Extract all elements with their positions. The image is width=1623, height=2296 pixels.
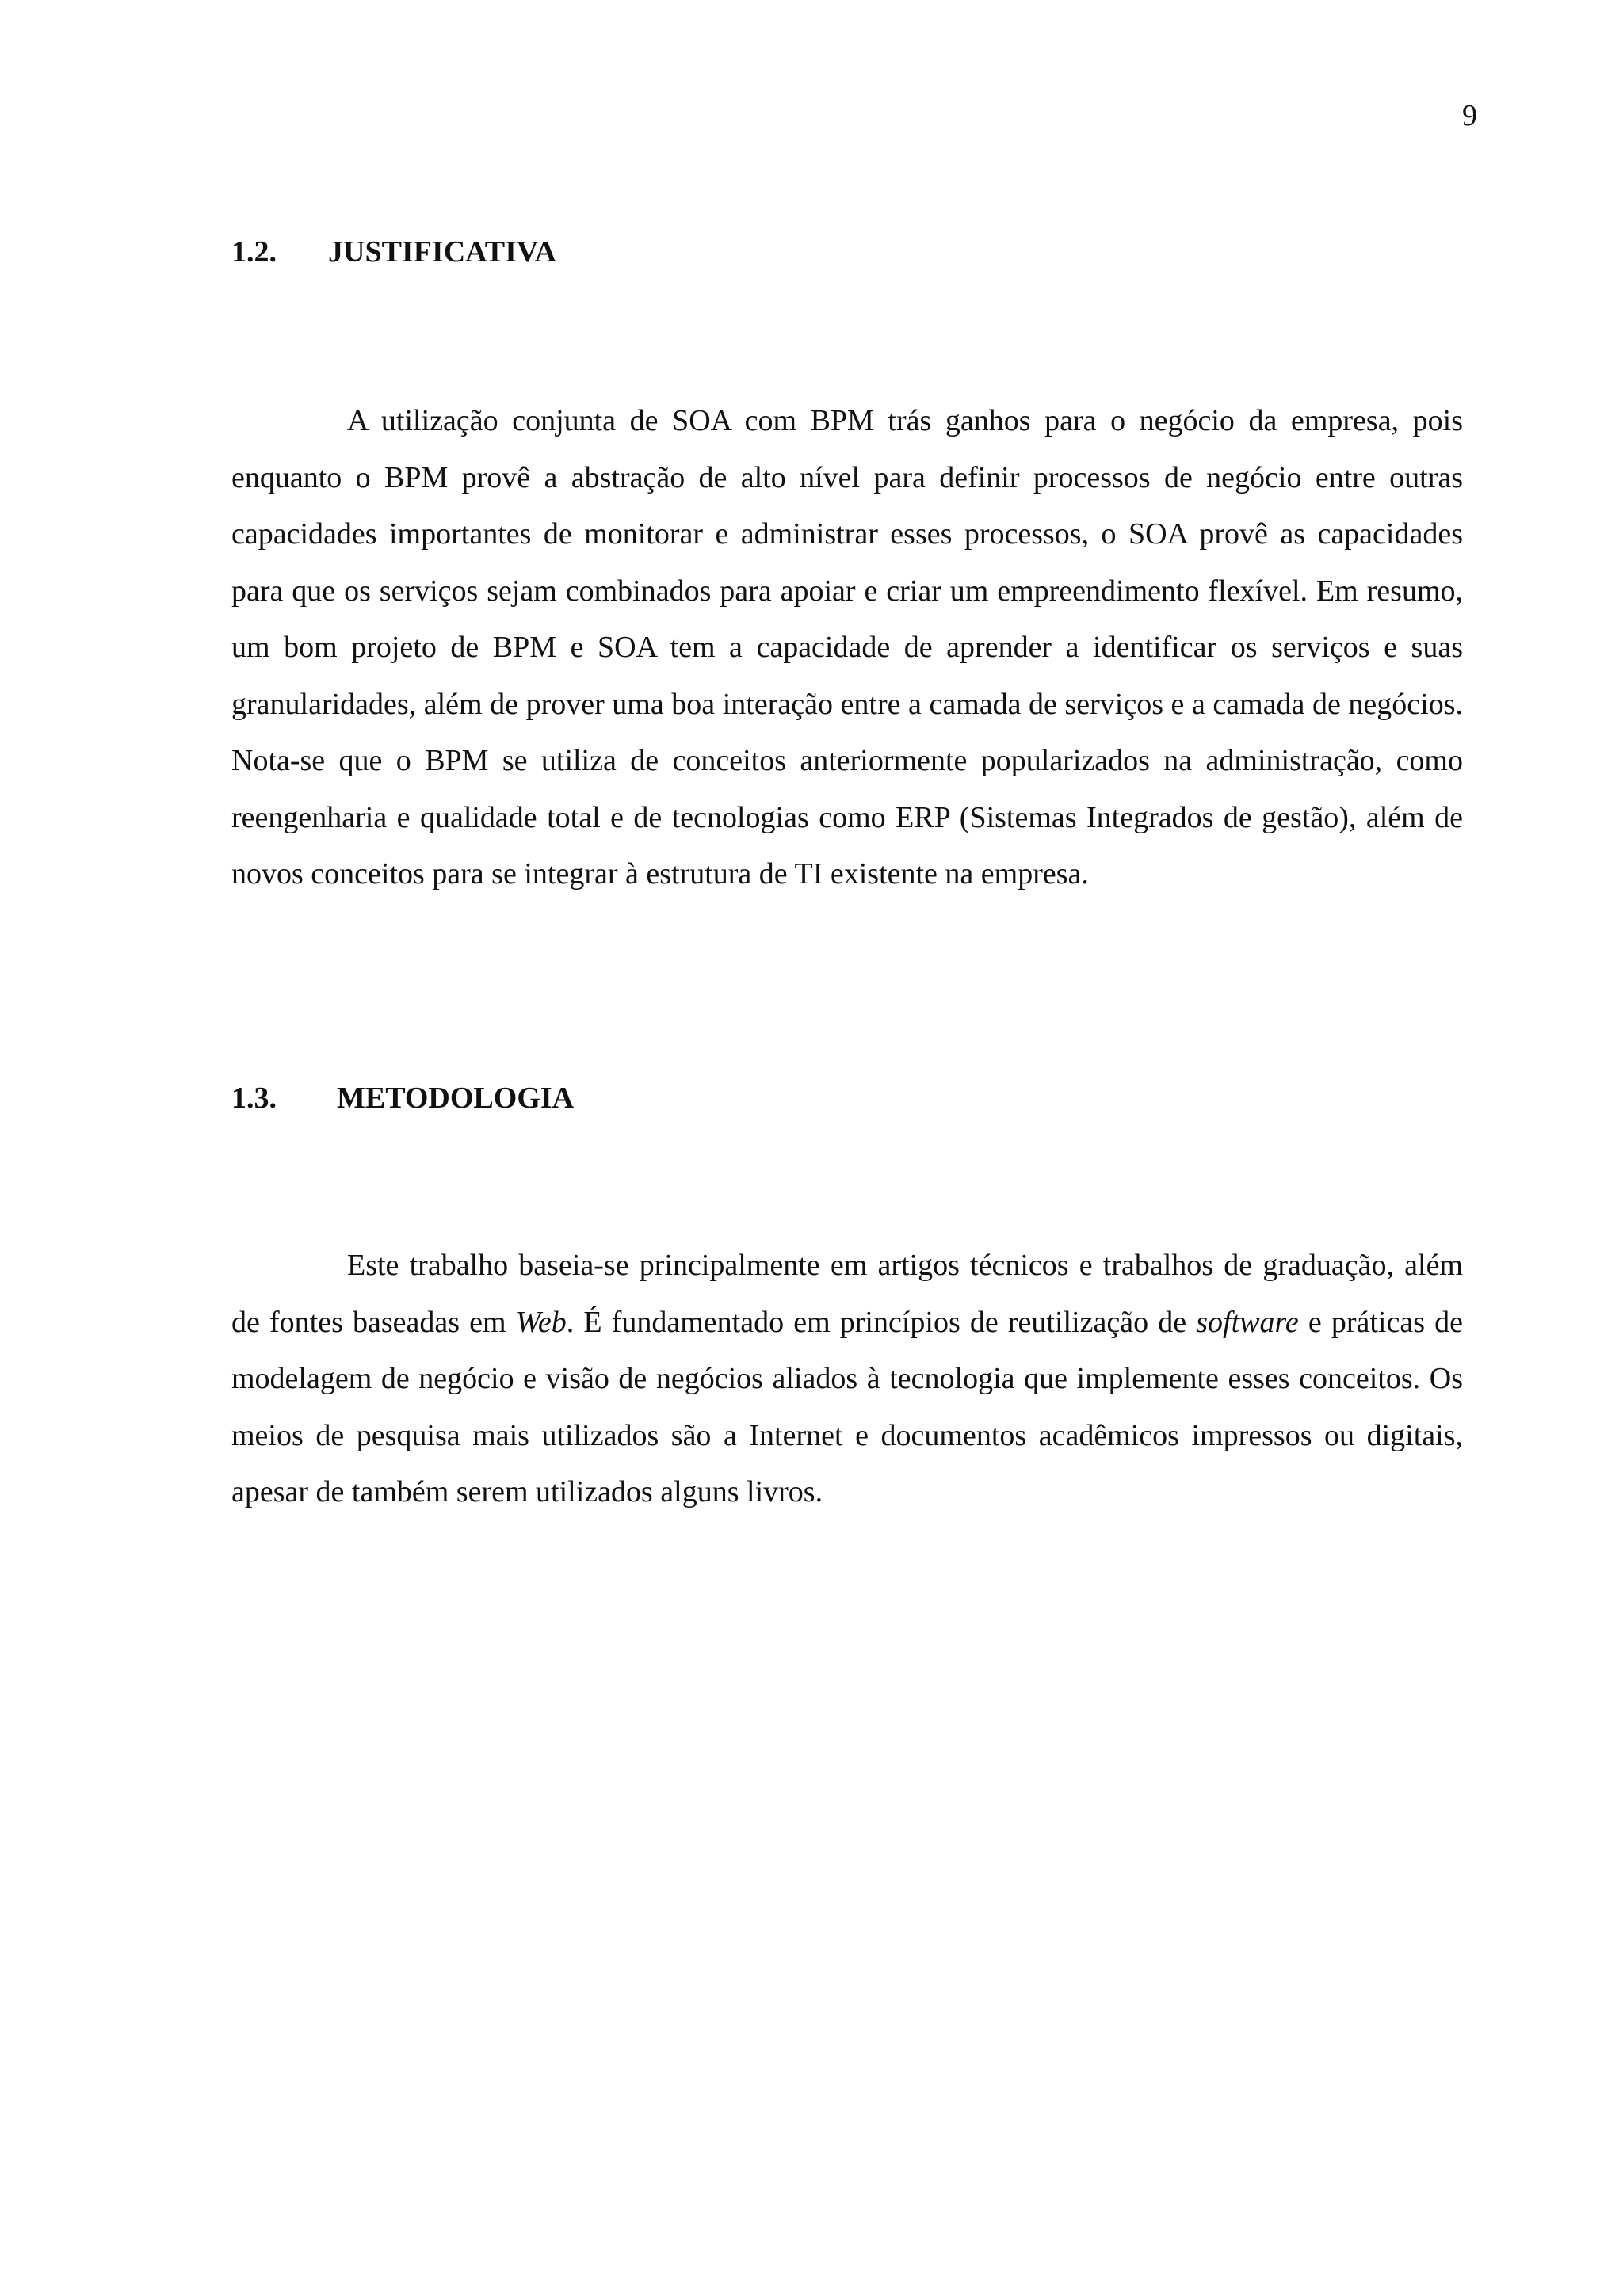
section-heading-metodologia (231, 1079, 574, 1117)
section-title: METODOLOGIA (337, 1081, 575, 1115)
emphasis-software: software (1196, 1305, 1299, 1339)
paragraph-text: Este trabalho baseia-se principalmente em artigos técnicos e trabalhos de graduação, além de fontes baseadas em (231, 1249, 1463, 1339)
section-title: JUSTIFICATIVA (328, 235, 556, 269)
paragraph-metodologia (231, 1238, 1463, 1521)
paragraph-text: . É fundamentado em princípios de reutilização de (566, 1305, 1197, 1339)
paragraph-justificativa: A utilização conjunta de SOA com BPM trás ganhos para o negócio da empresa, pois enquanto o BPM provê a abstração de alto nível para definir processos de negócio entre outras capacidades importantes de monitorar e administrar esses processos, o SOA provê as capacidades para que os serviços sejam combinados para apoiar e criar um empreendimento flexível. Em resumo, um bom projeto de BPM e SOA tem a capacidade de aprender a identificar os serviços e suas granularidades, além de prover uma boa interação entre a camada de serviços e a camada de negócios. Nota-se que o BPM se utiliza de conceitos anteriormente popularizados na administração, como reengenharia e qualidade total e de tecnologias como ERP (Sistemas Integrados de gestão), além de novos conceitos para se integrar à estrutura de TI existente na empresa. (231, 404, 1463, 891)
emphasis-web: Web (515, 1305, 567, 1339)
section-number: 1.3. (231, 1081, 277, 1115)
page-number: 9 (1462, 99, 1477, 132)
section-heading-justificativa (231, 233, 556, 271)
paragraph-text: e práticas de modelagem de negócio e visão de negócios aliados à tecnologia que implemente esses conceitos. Os meios de pesquisa mais utilizados são a Internet e documentos acadêmicos impressos ou digitais, apesar de também serem utilizados alguns livros. (231, 1305, 1464, 1508)
section-number: 1.2. (231, 235, 277, 269)
